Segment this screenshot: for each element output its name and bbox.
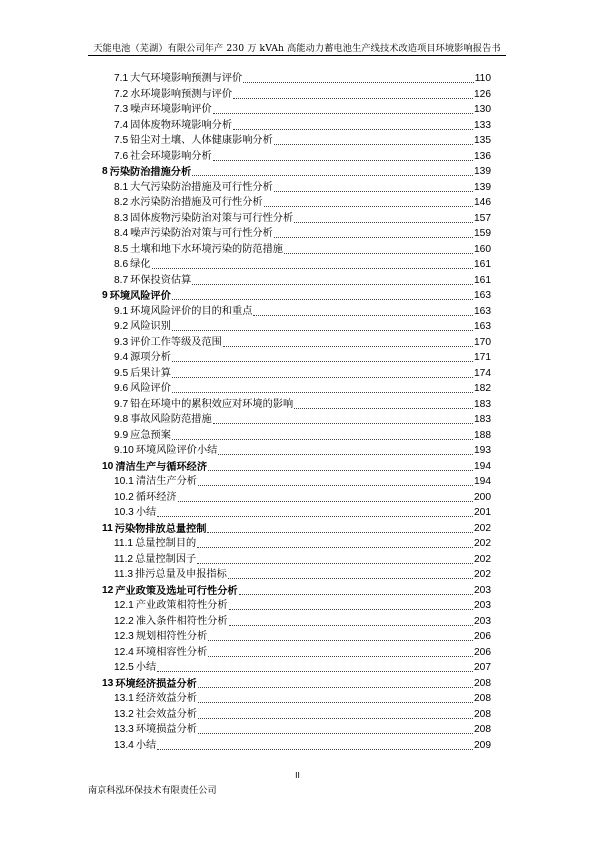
toc-entry-number: 12.4 (114, 646, 134, 658)
toc-dot-leader (172, 369, 473, 378)
toc-entry-number: 11 (102, 522, 113, 534)
toc-chapter-entry[interactable] (102, 677, 491, 690)
toc-chapter-entry[interactable] (102, 522, 491, 535)
toc-entry-number: 9.5 (114, 367, 129, 379)
toc-entry-title: 评价工作等级及范围 (130, 336, 222, 348)
toc-entry-page: 159 (474, 228, 491, 239)
toc-entry-title: 环境风险评价小结 (135, 445, 218, 456)
toc-entry-number: 10.2 (114, 491, 134, 503)
toc-entry-title: 风险识别 (130, 321, 171, 332)
toc-entry-number: 7.5 (114, 135, 129, 146)
toc-dot-leader (264, 198, 473, 207)
toc-dot-leader (198, 679, 473, 688)
toc-section-entry[interactable] (114, 444, 491, 457)
toc-section-entry[interactable] (114, 475, 491, 488)
toc-dot-leader (172, 291, 473, 300)
toc-entry-page: 200 (474, 491, 491, 503)
toc-dot-leader (213, 152, 473, 161)
toc-section-entry[interactable] (114, 568, 491, 581)
toc-entry-title: 固体废物环境影响分析 (130, 119, 233, 131)
toc-section-entry[interactable] (114, 351, 491, 364)
toc-entry-number: 13.2 (114, 708, 134, 720)
toc-entry-title: 社会环境影响分析 (130, 150, 212, 162)
toc-chapter-entry[interactable] (102, 584, 491, 597)
toc-dot-leader (198, 694, 473, 703)
toc-entry-title: 污染物排放总量控制 (114, 522, 207, 535)
toc-entry-number: 8.2 (114, 197, 129, 208)
toc-dot-leader (284, 245, 473, 254)
page-number: II (295, 770, 300, 780)
toc-section-entry[interactable] (114, 739, 491, 752)
header-divider (88, 55, 506, 56)
toc-entry-page: 163 (474, 305, 491, 317)
toc-entry-title: 铅在环境中的累积效应对环境的影响 (130, 398, 294, 410)
footer-company: 南京科泓环保技术有限责任公司 (88, 785, 217, 796)
toc-entry-page: 208 (474, 677, 491, 689)
toc-entry-number: 9 (102, 290, 108, 301)
toc-entry-page: 135 (474, 135, 491, 146)
toc-dot-leader (229, 617, 473, 626)
toc-entry-page: 208 (474, 708, 491, 720)
toc-dot-leader (207, 524, 473, 533)
toc-entry-title: 环境相容性分析 (135, 646, 208, 658)
toc-section-entry[interactable] (114, 491, 491, 504)
toc-dot-leader (198, 710, 473, 719)
toc-section-entry[interactable] (114, 553, 491, 566)
toc-entry-number: 12 (102, 584, 114, 596)
toc-dot-leader (208, 462, 473, 471)
toc-section-entry[interactable] (114, 429, 491, 442)
toc-section-entry[interactable] (114, 413, 491, 426)
toc-entry-title: 噪声污染防治对策与可行性分析 (130, 228, 273, 239)
toc-entry-number: 7.1 (114, 73, 129, 84)
toc-section-entry[interactable] (114, 506, 491, 519)
toc-dot-leader (198, 477, 473, 486)
toc-entry-title: 铅尘对土壤、人体健康影响分析 (130, 135, 273, 146)
toc-entry-page: 203 (474, 584, 491, 596)
toc-entry-number: 12.2 (114, 615, 134, 627)
toc-entry-title: 后果计算 (130, 367, 171, 379)
toc-entry-page: 201 (474, 507, 491, 518)
toc-entry-number: 11.3 (114, 569, 134, 580)
toc-dot-leader (192, 167, 473, 176)
toc-entry-title: 水环境影响预测与评价 (130, 88, 233, 100)
toc-dot-leader (213, 415, 473, 424)
toc-entry-page: 208 (474, 724, 491, 735)
toc-entry-title: 绿化 (130, 259, 151, 270)
toc-entry-page: 139 (474, 166, 491, 177)
toc-entry-page: 110 (474, 73, 491, 84)
toc-section-entry[interactable] (114, 227, 491, 240)
toc-entry-title: 环境损益分析 (135, 724, 197, 735)
toc-entry-title: 排污总量及申报指标 (135, 569, 227, 580)
toc-entry-page: 188 (474, 429, 491, 441)
toc-entry-title: 环境经济损益分析 (115, 677, 197, 690)
toc-entry-number: 11.1 (114, 538, 134, 549)
toc-entry-page: 194 (474, 476, 491, 487)
toc-entry-title: 社会效益分析 (135, 708, 197, 720)
toc-dot-leader (223, 338, 473, 347)
toc-entry-page: 203 (474, 615, 491, 627)
toc-entry-title: 事故风险防范措施 (130, 414, 212, 425)
toc-entry-number: 9.7 (114, 398, 129, 410)
toc-dot-leader (208, 648, 473, 657)
toc-dot-leader (239, 586, 473, 595)
toc-section-entry[interactable] (114, 537, 491, 550)
toc-entry-page: 171 (474, 352, 491, 363)
toc-entry-number: 9.9 (114, 429, 129, 441)
toc-section-entry[interactable] (114, 212, 491, 225)
toc-entry-page: 206 (474, 646, 491, 658)
toc-section-entry[interactable] (114, 708, 491, 721)
toc-entry-title: 环境风险评价的目的和重点 (130, 305, 253, 317)
toc-entry-page: 202 (474, 538, 491, 549)
toc-entry-title: 噪声环境影响评价 (130, 104, 212, 115)
toc-section-entry[interactable] (114, 103, 491, 116)
toc-entry-page: 193 (474, 445, 491, 456)
toc-entry-title: 小结 (135, 507, 157, 518)
toc-section-entry[interactable] (114, 382, 491, 395)
toc-section-entry[interactable] (114, 88, 491, 101)
toc-entry-number: 8 (102, 166, 108, 177)
toc-dot-leader (228, 570, 473, 579)
toc-chapter-entry[interactable] (102, 460, 491, 473)
toc-dot-leader (233, 121, 473, 130)
toc-section-entry[interactable] (114, 119, 491, 132)
toc-entry-title: 风险评价 (130, 383, 171, 394)
toc-entry-number: 7.3 (114, 104, 129, 115)
toc-entry-number: 7.4 (114, 119, 129, 131)
toc-entry-title: 清洁生产与循环经济 (115, 460, 208, 473)
toc-section-entry[interactable] (114, 615, 491, 628)
toc-entry-title: 清洁生产分析 (135, 476, 197, 487)
toc-entry-page: 174 (474, 367, 491, 379)
toc-section-entry[interactable] (114, 196, 491, 209)
running-header: 天能电池（芜湖）有限公司年产 230 万 kVAh 高能动力蓄电池生产线技术改造项目环境影响报告书 (93, 43, 501, 54)
toc-dot-leader (213, 105, 473, 114)
toc-section-entry[interactable] (114, 150, 491, 163)
toc-entry-page: 208 (474, 693, 491, 704)
toc-entry-page: 139 (474, 181, 491, 193)
toc-dot-leader (172, 431, 473, 440)
toc-entry-number: 7.6 (114, 150, 129, 162)
toc-section-entry[interactable] (114, 320, 491, 333)
toc-entry-page: 183 (474, 414, 491, 425)
toc-entry-page: 170 (474, 336, 491, 348)
toc-entry-number: 9.2 (114, 321, 129, 332)
toc-entry-number: 9.10 (114, 445, 134, 456)
toc-entry-page: 194 (474, 460, 491, 472)
toc-dot-leader (157, 508, 473, 517)
toc-entry-page: 126 (474, 88, 491, 100)
toc-entry-title: 经济效益分析 (135, 693, 197, 704)
toc-entry-number: 13.1 (114, 693, 134, 704)
toc-entry-page: 209 (474, 739, 491, 751)
toc-entry-page: 157 (474, 212, 491, 224)
toc-entry-number: 12.3 (114, 631, 134, 642)
toc-section-entry[interactable] (114, 181, 491, 194)
toc-dot-leader (233, 90, 473, 99)
toc-dot-leader (229, 601, 473, 610)
toc-section-entry[interactable] (114, 336, 491, 349)
toc-entry-page: 133 (474, 119, 491, 131)
toc-entry-number: 9.1 (114, 305, 129, 317)
toc-section-entry[interactable] (114, 274, 491, 287)
toc-entry-number: 8.3 (114, 212, 129, 224)
toc-dot-leader (197, 539, 473, 548)
toc-entry-page: 161 (474, 274, 491, 286)
toc-dot-leader (253, 307, 473, 316)
toc-dot-leader (192, 276, 473, 285)
toc-dot-leader (274, 183, 473, 192)
toc-entry-number: 12.1 (114, 600, 134, 611)
toc-entry-title: 产业政策及选址可行性分析 (115, 584, 238, 597)
toc-entry-number: 10 (102, 460, 114, 472)
toc-section-entry[interactable] (114, 72, 491, 85)
toc-entry-number: 8.7 (114, 274, 129, 286)
toc-entry-title: 水污染防治措施及可行性分析 (130, 197, 263, 208)
toc-entry-number: 8.6 (114, 259, 129, 270)
toc-entry-number: 13.4 (114, 739, 134, 751)
toc-entry-number: 13.3 (114, 724, 134, 735)
toc-dot-leader (294, 214, 473, 223)
toc-entry-title: 应急预案 (130, 429, 171, 441)
toc-entry-title: 小结 (135, 739, 157, 751)
toc-dot-leader (197, 555, 473, 564)
toc-entry-page: 182 (474, 383, 491, 394)
toc-dot-leader (172, 384, 473, 393)
toc-entry-number: 12.5 (114, 662, 134, 673)
toc-chapter-entry[interactable] (102, 165, 491, 178)
toc-entry-title: 小结 (135, 662, 157, 673)
toc-section-entry[interactable] (114, 398, 491, 411)
toc-entry-title: 固体废物污染防治对策与可行性分析 (130, 212, 294, 224)
toc-section-entry[interactable] (114, 692, 491, 705)
toc-entry-page: 183 (474, 398, 491, 410)
toc-entry-page: 146 (474, 197, 491, 208)
toc-section-entry[interactable] (114, 367, 491, 380)
toc-entry-number: 9.8 (114, 414, 129, 425)
toc-entry-page: 202 (474, 569, 491, 580)
toc-dot-leader (172, 353, 473, 362)
toc-chapter-entry[interactable] (102, 289, 491, 302)
toc-entry-page: 203 (474, 600, 491, 611)
toc-dot-leader (243, 74, 474, 83)
toc-entry-title: 大气污染防治措施及可行性分析 (130, 181, 273, 193)
toc-entry-page: 136 (474, 150, 491, 162)
toc-entry-number: 13 (102, 677, 114, 689)
toc-section-entry[interactable] (114, 723, 491, 736)
toc-entry-page: 160 (474, 243, 491, 255)
toc-dot-leader (198, 725, 473, 734)
toc-entry-title: 总量控制因子 (135, 553, 197, 565)
toc-section-entry[interactable] (114, 599, 491, 612)
toc-entry-page: 206 (474, 631, 491, 642)
toc-entry-title: 准入条件相符性分析 (135, 615, 228, 627)
toc-entry-title: 环保投资估算 (130, 274, 192, 286)
toc-entry-title: 大气环境影响预测与评价 (130, 73, 243, 84)
toc-entry-number: 8.5 (114, 243, 129, 255)
toc-entry-page: 163 (474, 290, 491, 301)
toc-entry-title: 土壤和地下水环境污染的防范措施 (130, 243, 283, 255)
toc-entry-number: 10.3 (114, 507, 134, 518)
toc-section-entry[interactable] (114, 661, 491, 674)
toc-dot-leader (274, 136, 473, 145)
toc-dot-leader (218, 446, 473, 455)
toc-section-entry[interactable] (114, 134, 491, 147)
toc-entry-page: 161 (474, 259, 491, 270)
toc-section-entry[interactable] (114, 646, 491, 659)
toc-entry-number: 11.2 (114, 553, 134, 565)
toc-entry-title: 环境风险评价 (109, 290, 171, 302)
toc-entry-page: 202 (474, 522, 491, 534)
toc-dot-leader (157, 663, 473, 672)
toc-entry-number: 8.4 (114, 228, 129, 239)
toc-entry-number: 9.6 (114, 383, 129, 394)
toc-entry-number: 9.4 (114, 352, 129, 363)
toc-entry-title: 循环经济 (135, 491, 177, 503)
toc-entry-title: 规划相符性分析 (135, 631, 208, 642)
toc-entry-title: 产业政策相符性分析 (135, 600, 228, 611)
toc-section-entry[interactable] (114, 305, 491, 318)
toc-section-entry[interactable] (114, 630, 491, 643)
toc-entry-number: 9.3 (114, 336, 129, 348)
toc-entry-page: 202 (474, 553, 491, 565)
toc-section-entry[interactable] (114, 243, 491, 256)
toc-section-entry[interactable] (114, 258, 491, 271)
toc-dot-leader (294, 400, 473, 409)
toc-dot-leader (208, 632, 473, 641)
toc-entry-number: 10.1 (114, 476, 134, 487)
toc-entry-title: 总量控制目的 (135, 538, 197, 549)
toc-dot-leader (274, 229, 473, 238)
toc-entry-title: 污染防治措施分析 (109, 166, 192, 178)
toc-entry-title: 源项分析 (130, 352, 171, 363)
toc-dot-leader (172, 322, 473, 331)
toc-entry-page: 207 (474, 662, 491, 673)
toc-dot-leader (178, 493, 473, 502)
toc-dot-leader (152, 260, 473, 269)
toc-entry-page: 130 (474, 104, 491, 115)
toc-dot-leader (157, 741, 473, 750)
toc-entry-number: 7.2 (114, 88, 129, 100)
toc-entry-number: 8.1 (114, 181, 129, 193)
toc-entry-page: 163 (474, 321, 491, 332)
